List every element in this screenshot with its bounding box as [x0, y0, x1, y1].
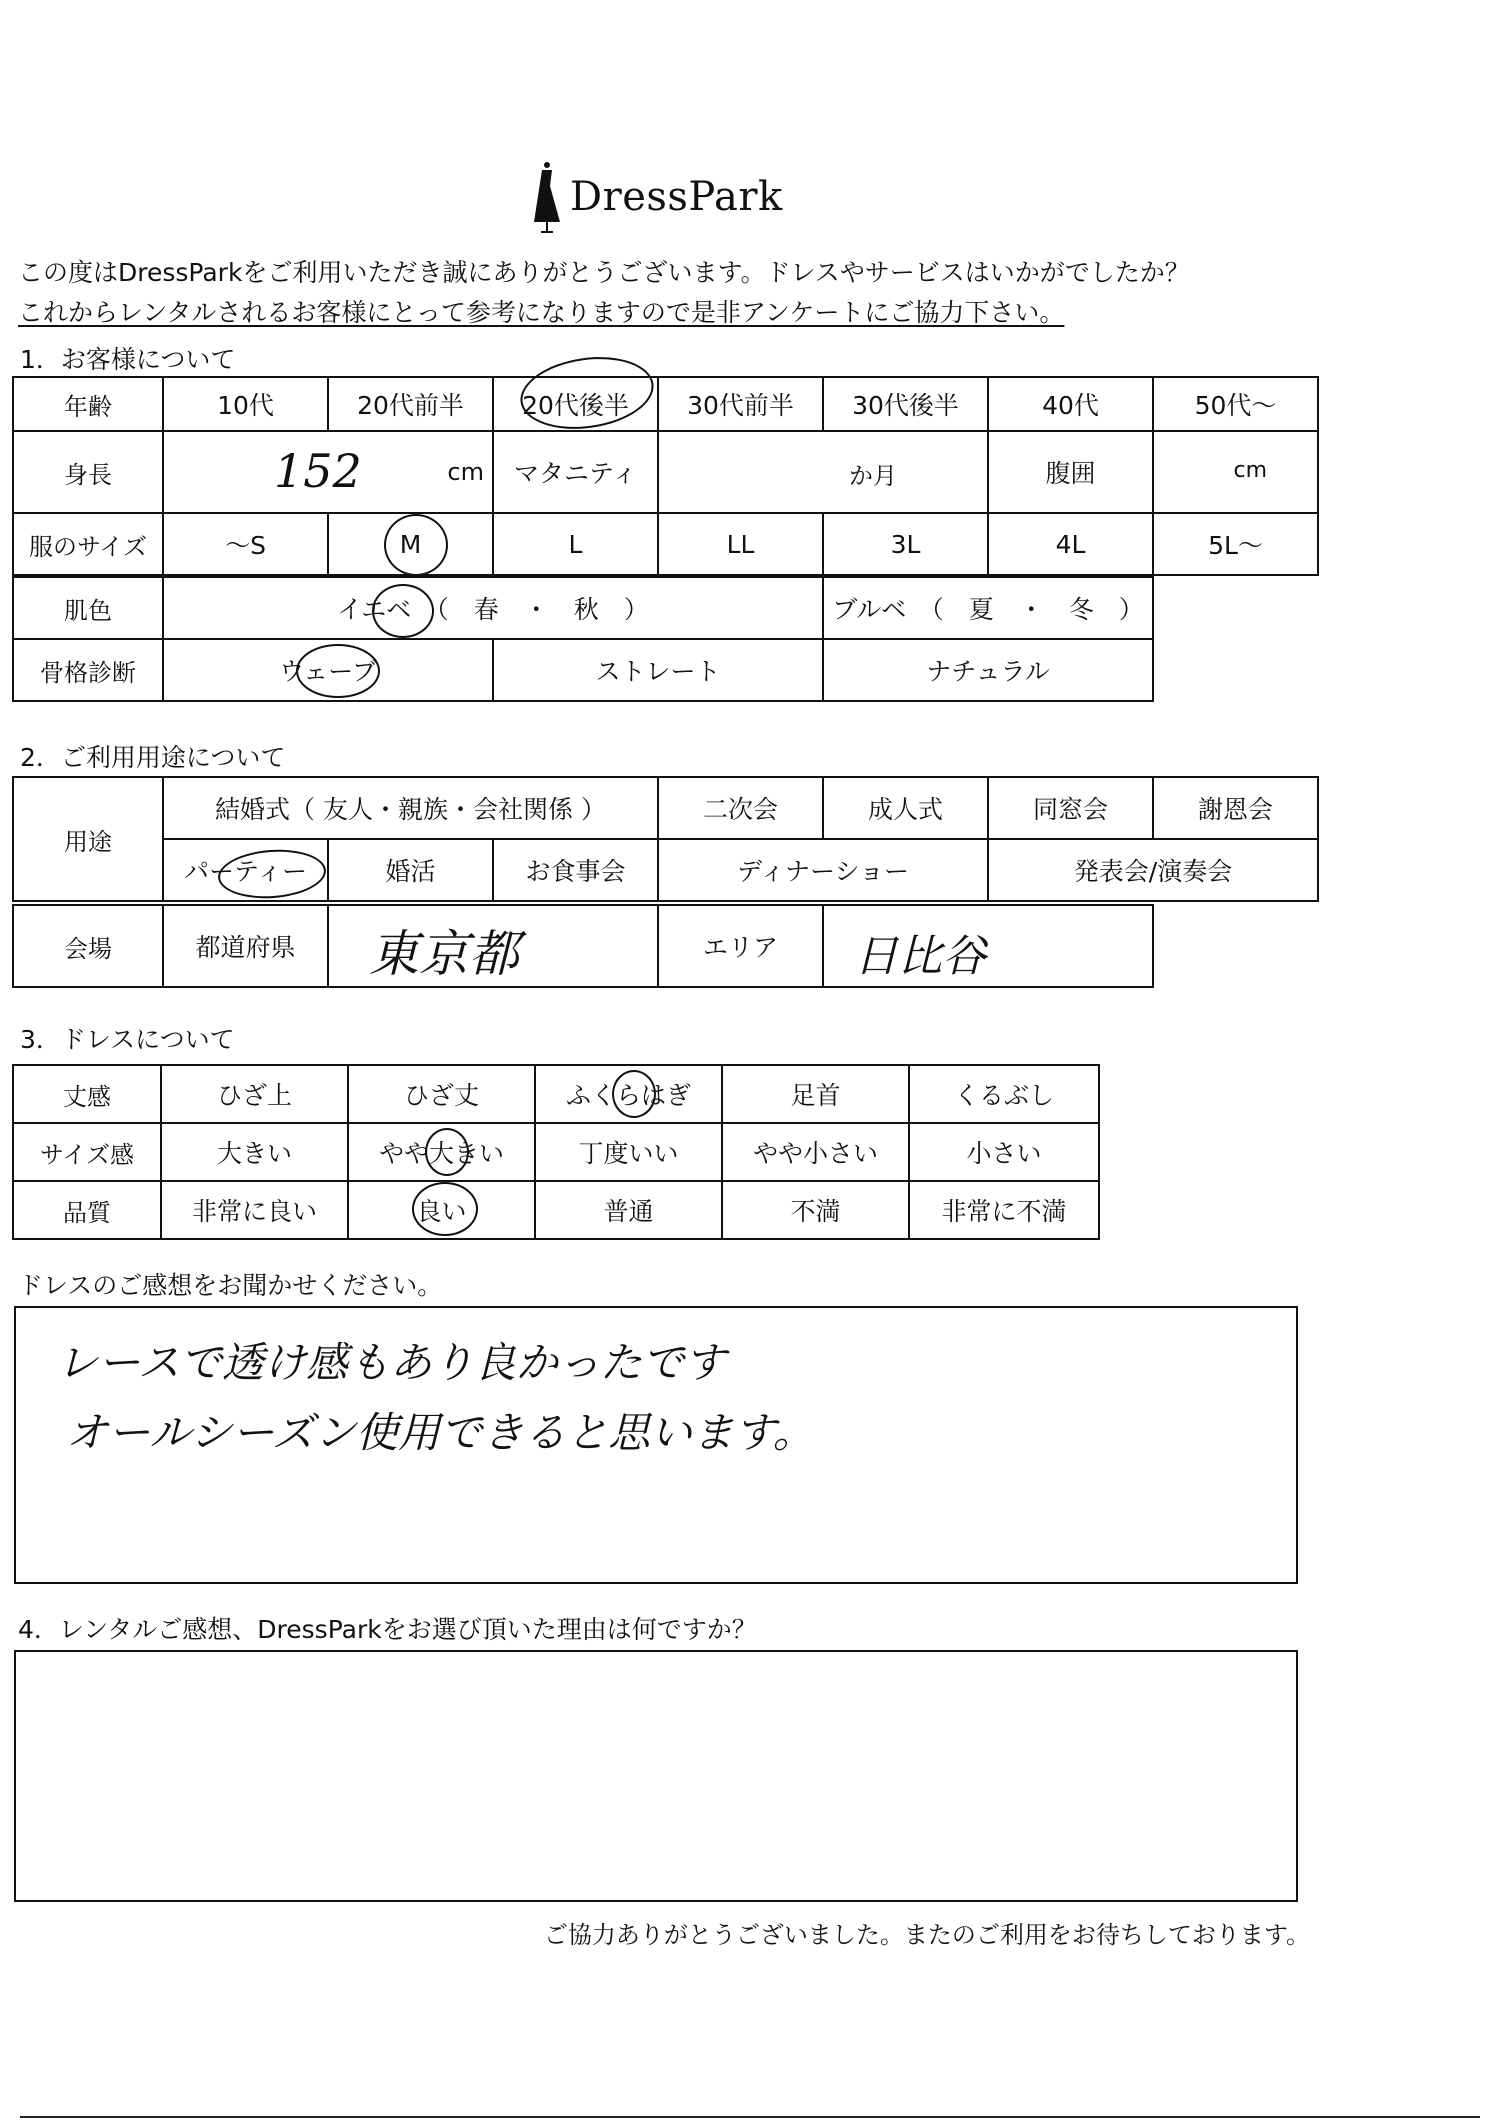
length-option[interactable]: ひざ上: [161, 1065, 348, 1123]
length-option[interactable]: くるぶし: [909, 1065, 1099, 1123]
age-option[interactable]: 10代: [163, 377, 328, 431]
impression-line-1: レースで透け感もあり良かったです: [56, 1338, 726, 1387]
purpose-wedding[interactable]: 結婚式（ 友人・親族・会社関係 ）: [163, 777, 658, 839]
purpose-option[interactable]: 発表会/演奏会: [988, 839, 1318, 901]
area-cell[interactable]: [823, 905, 1153, 987]
impression-box[interactable]: [14, 1306, 1298, 1584]
skin-yellow-option[interactable]: イエベ （ 春 ・ 秋 ）: [163, 577, 823, 639]
fit-option-selected[interactable]: やや大きい: [348, 1123, 535, 1181]
dress-table: [12, 1064, 1100, 1240]
intro-line-1: この度はDressParkをご利用いただき誠にありがとうございます。ドレスやサービスはいかがでしたか？: [18, 258, 1190, 287]
dresspark-logo: [530, 160, 790, 235]
prefecture-cell[interactable]: [328, 905, 658, 987]
length-option-selected[interactable]: ふくらはぎ: [535, 1065, 722, 1123]
age-option[interactable]: 30代前半: [658, 377, 823, 431]
quality-option-selected[interactable]: 良い: [348, 1181, 535, 1239]
quality-label: 品質: [13, 1181, 161, 1239]
venue-table: [12, 904, 1154, 988]
purpose-option[interactable]: 二次会: [658, 777, 823, 839]
size-option[interactable]: L: [493, 513, 658, 575]
logo-text: DressPark: [570, 174, 783, 220]
footer-thanks: ご協力ありがとうございました。またのご利用をお待ちしております。: [543, 1921, 1310, 1949]
length-option[interactable]: 足首: [722, 1065, 909, 1123]
waist-label: 腹囲: [988, 431, 1153, 513]
frame-label: 骨格診断: [13, 639, 163, 701]
size-option[interactable]: LL: [658, 513, 823, 575]
purpose-option[interactable]: 婚活: [328, 839, 493, 901]
impression-title: ドレスのご感想をお聞かせください。: [18, 1271, 443, 1300]
length-label: 丈感: [13, 1065, 161, 1123]
size-option[interactable]: 5L〜: [1153, 513, 1318, 575]
quality-option[interactable]: 普通: [535, 1181, 722, 1239]
waist-unit: cm: [1233, 458, 1267, 483]
age-option-selected[interactable]: 20代後半: [493, 377, 658, 431]
fit-option[interactable]: 小さい: [909, 1123, 1099, 1181]
size-option[interactable]: 〜S: [163, 513, 328, 575]
height-value: 152: [274, 444, 362, 498]
section-3-title: 3．ドレスについて: [20, 1025, 235, 1054]
purpose-option[interactable]: お食事会: [493, 839, 658, 901]
frame-option[interactable]: ナチュラル: [823, 639, 1153, 701]
purpose-table: [12, 776, 1319, 902]
frame-option[interactable]: ストレート: [493, 639, 823, 701]
height-cell[interactable]: [163, 431, 493, 513]
purpose-option[interactable]: 謝恩会: [1153, 777, 1318, 839]
section-2-title: 2．ご利用用途について: [20, 743, 286, 772]
area-label: エリア: [658, 905, 823, 987]
quality-option[interactable]: 非常に不満: [909, 1181, 1099, 1239]
fit-option[interactable]: 丁度いい: [535, 1123, 722, 1181]
height-unit: cm: [447, 458, 484, 486]
section-4-answer-box[interactable]: [14, 1650, 1298, 1902]
skin-label: 肌色: [13, 577, 163, 639]
skin-frame-table: [12, 576, 1154, 702]
purpose-option[interactable]: ディナーショー: [658, 839, 988, 901]
purpose-option[interactable]: 同窓会: [988, 777, 1153, 839]
area-value: 日比谷: [854, 931, 986, 982]
size-option-selected[interactable]: M: [328, 513, 493, 575]
prefecture-value: 東京都: [369, 925, 519, 983]
section-4-title: 4．レンタルご感想、DressParkをお選び頂いた理由は何ですか？: [18, 1615, 757, 1644]
size-option[interactable]: 4L: [988, 513, 1153, 575]
age-option[interactable]: 20代前半: [328, 377, 493, 431]
prefecture-label: 都道府県: [163, 905, 328, 987]
quality-option[interactable]: 非常に良い: [161, 1181, 348, 1239]
maternity-month-unit: か月: [849, 462, 897, 490]
age-label: 年齢: [13, 377, 163, 431]
quality-option[interactable]: 不満: [722, 1181, 909, 1239]
age-option[interactable]: 50代〜: [1153, 377, 1318, 431]
bottom-divider: [20, 2116, 1480, 2118]
waist-cell[interactable]: [1153, 431, 1318, 513]
dress-icon: [530, 160, 564, 234]
size-label: 服のサイズ: [13, 513, 163, 575]
fit-option[interactable]: 大きい: [161, 1123, 348, 1181]
frame-option-selected[interactable]: ウェーブ: [163, 639, 493, 701]
size-option[interactable]: 3L: [823, 513, 988, 575]
purpose-label: 用途: [13, 777, 163, 901]
maternity-label: マタニティ: [493, 431, 658, 513]
fit-option[interactable]: やや小さい: [722, 1123, 909, 1181]
skin-blue-option[interactable]: ブルベ （ 夏 ・ 冬 ）: [823, 577, 1153, 639]
section-1-title: 1．お客様について: [20, 345, 236, 374]
age-option[interactable]: 40代: [988, 377, 1153, 431]
purpose-option-selected[interactable]: パーティー: [163, 839, 328, 901]
length-option[interactable]: ひざ丈: [348, 1065, 535, 1123]
venue-label: 会場: [13, 905, 163, 987]
fit-label: サイズ感: [13, 1123, 161, 1181]
customer-table: [12, 376, 1319, 576]
intro-line-2: これからレンタルされるお客様にとって参考になりますので是非アンケートにご協力下さい。: [18, 298, 1065, 327]
height-label: 身長: [13, 431, 163, 513]
maternity-month-cell[interactable]: [658, 431, 988, 513]
purpose-option[interactable]: 成人式: [823, 777, 988, 839]
age-option[interactable]: 30代後半: [823, 377, 988, 431]
impression-line-2: オールシーズン使用できると思います。: [66, 1408, 815, 1457]
